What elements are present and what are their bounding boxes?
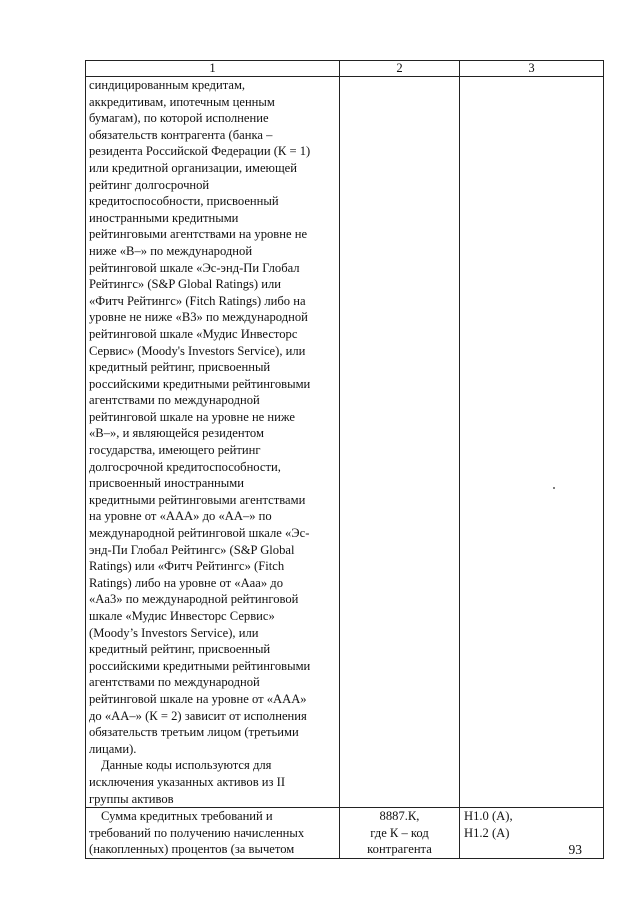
text-line: энд-Пи Глобал Рейтингс» (S&P Global: [89, 542, 295, 557]
text-line: кредитоспособности, присвоенный: [89, 194, 279, 209]
text-line: кредитный рейтинг, присвоенный: [89, 360, 271, 375]
text-line: уровне не ниже «B3» по международной: [89, 310, 308, 325]
text-line: до «AA–» (К = 2) зависит от исполнения: [89, 708, 307, 723]
text-line: Рейтингс» (S&P Global Ratings) или: [89, 277, 282, 292]
text-line: исключения указанных активов из II: [89, 774, 286, 789]
table-row: [86, 808, 604, 859]
text-line: шкале «Мудис Инвесторс Сервис»: [89, 609, 275, 623]
text-line: рейтинговой шкале «Эс-энд-Пи Глобал: [89, 260, 300, 275]
text-line: рейтинговой шкале «Мудис Инвесторс: [89, 326, 298, 341]
row1-col2-cell: [340, 77, 460, 808]
text-line: ниже «B–» по международной: [89, 243, 253, 258]
text-line: российскими кредитными рейтинговыми: [89, 658, 311, 673]
text-line: агентствами по международной: [89, 393, 260, 408]
text-line: (Moody’s Investors Service), или: [89, 625, 259, 640]
table-row: [86, 77, 604, 808]
text-line: рейтинг долгосрочной: [89, 177, 210, 192]
text-line: 8887.К,: [379, 809, 420, 824]
text-line: резидента Российской Федерации (К = 1): [89, 144, 311, 159]
header-col-1: 1: [86, 61, 340, 77]
text-line: Сумма кредитных требований и: [101, 809, 273, 824]
text-line: требований по получению начисленных: [89, 825, 305, 840]
text-line: (накопленных) процентов (за вычетом: [89, 842, 295, 857]
text-line: лицами).: [89, 741, 137, 756]
text-line: контрагента: [367, 842, 432, 857]
text-line: рейтинговой шкале на уровне не ниже: [89, 409, 296, 424]
text-line: «Aa3» по международной рейтинговой: [89, 592, 299, 607]
row1-col3-cell: [460, 77, 604, 808]
text-line: присвоенный иностранными: [89, 476, 244, 491]
text-line: на уровне от «AAA» до «AA–» по: [89, 509, 272, 524]
text-line: где К – код: [370, 825, 429, 840]
text-line: «Фитч Рейтингс» (Fitch Ratings) либо на: [89, 293, 306, 308]
text-line: кредитными рейтинговыми агентствами: [89, 492, 306, 507]
text-line: обязательств третьим лицом (третьими: [89, 725, 299, 740]
row2-col2-cell: [340, 808, 460, 859]
text-line: «B–», и являющейся резидентом: [89, 426, 264, 441]
text-line: Ratings) или «Фитч Рейтингс» (Fitch: [89, 559, 285, 574]
text-line: синдицированным кредитам,: [89, 78, 246, 92]
text-line: Данные коды используются для: [101, 758, 272, 773]
text-line: государства, имеющего рейтинг: [89, 443, 261, 458]
continuation-text: [86, 77, 339, 757]
text-line: долгосрочной кредитоспособности,: [89, 459, 281, 474]
text-line: или кредитной организации, имеющей: [89, 160, 297, 175]
note-text: [86, 757, 339, 807]
page-number: 93: [568, 842, 582, 857]
row2-col1-cell: [86, 808, 340, 859]
text-line: Н1.0 (А),: [464, 809, 513, 824]
text-line: группы активов: [89, 791, 174, 806]
row1-col1-cell: [86, 77, 340, 808]
header-col-2: 2: [340, 61, 460, 77]
text-line: иностранными кредитными: [89, 210, 239, 225]
text-line: кредитный рейтинг, присвоенный: [89, 642, 271, 657]
header-col-3: 3: [460, 61, 604, 77]
text-line: обязательств контрагента (банка –: [89, 127, 273, 142]
text-line: рейтинговыми агентствами на уровне не: [89, 227, 308, 242]
text-line: международной рейтинговой шкале «Эс-: [89, 526, 310, 541]
stray-mark: [553, 487, 555, 489]
text-line: Н1.2 (А): [464, 825, 510, 840]
text-line: Сервис» (Moody's Investors Service), или: [89, 343, 306, 358]
text-line: агентствами по международной: [89, 675, 260, 690]
text-line: Ratings) либо на уровне от «Aaa» до: [89, 575, 283, 590]
document-table: [85, 60, 604, 859]
text-line: рейтинговой шкале на уровне от «AAA»: [89, 691, 307, 706]
table-header-row: [86, 61, 604, 77]
text-line: аккредитивам, ипотечным ценным: [89, 94, 275, 109]
text-line: российскими кредитными рейтинговыми: [89, 376, 311, 391]
text-line: бумагам), по которой исполнение: [89, 111, 269, 126]
